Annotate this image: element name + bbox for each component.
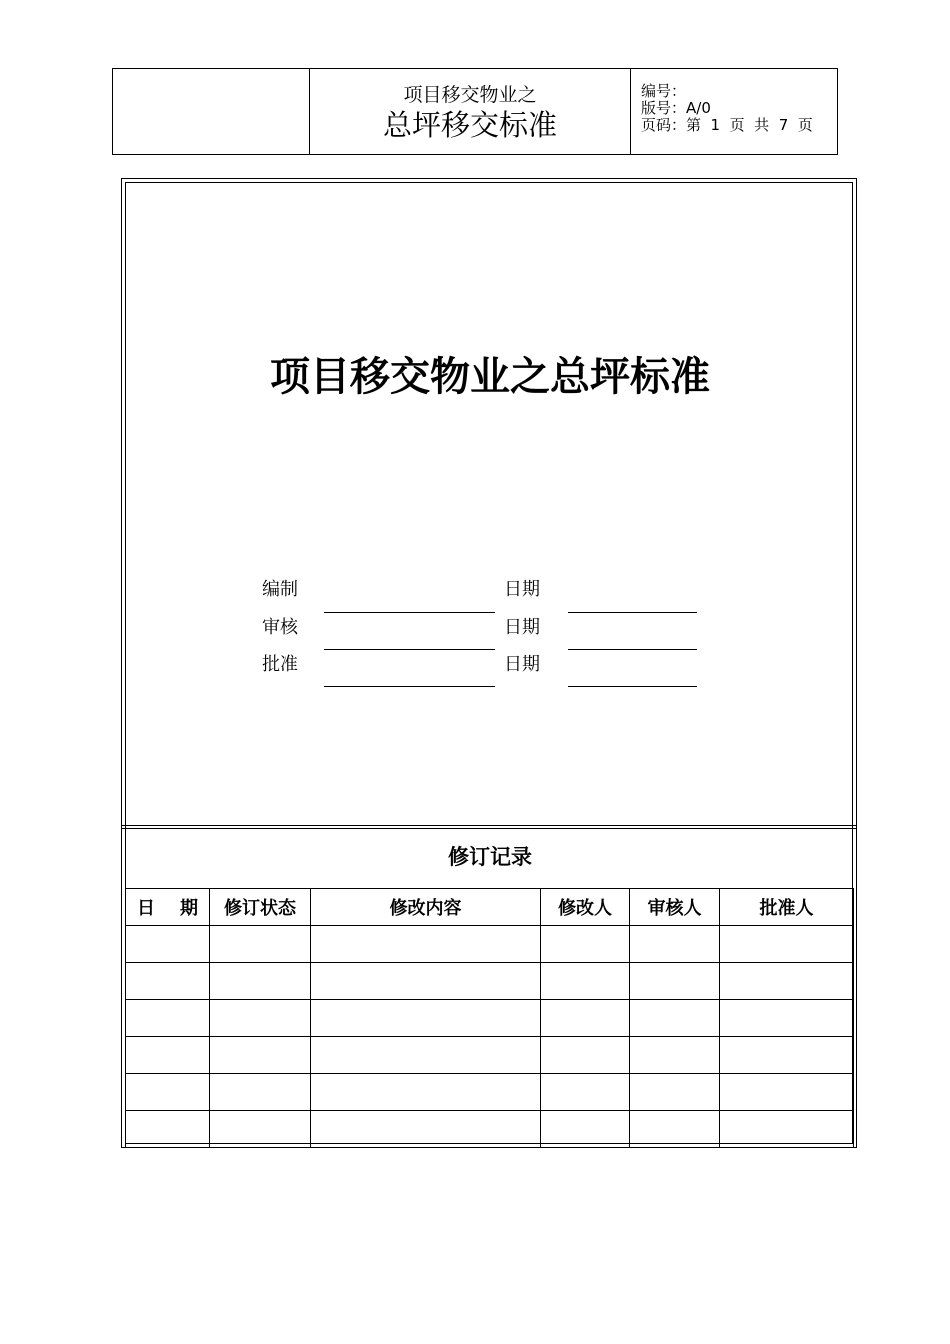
header-meta-cell [631, 69, 837, 154]
document-code: 编号： [641, 82, 687, 100]
table-cell[interactable] [720, 1111, 854, 1148]
table-cell[interactable] [541, 926, 630, 963]
table-cell[interactable] [126, 1037, 210, 1074]
table-cell[interactable] [311, 1000, 541, 1037]
table-cell[interactable] [126, 926, 210, 963]
signature-date-label-reviewed: 日期 [504, 617, 540, 638]
table-cell[interactable] [541, 1000, 630, 1037]
column-header-change-content: 修改内容 [311, 889, 541, 926]
signature-role-reviewed: 审核 [262, 617, 298, 638]
table-row [126, 1000, 854, 1037]
table-cell[interactable] [630, 1074, 720, 1111]
signature-date-line-approved [568, 686, 697, 687]
table-cell[interactable] [210, 1000, 311, 1037]
table-cell[interactable] [541, 1037, 630, 1074]
table-cell[interactable] [126, 963, 210, 1000]
table-cell[interactable] [126, 1074, 210, 1111]
table-cell[interactable] [720, 926, 854, 963]
table-cell[interactable] [720, 963, 854, 1000]
table-row [126, 1037, 854, 1074]
signature-role-approved: 批准 [262, 654, 298, 675]
column-header-modifier: 修改人 [541, 889, 630, 926]
table-cell[interactable] [630, 1037, 720, 1074]
cover-title: 项目移交物业之总坪标准 [270, 354, 710, 400]
table-cell[interactable] [311, 926, 541, 963]
table-cell[interactable] [541, 963, 630, 1000]
page-number: 页码：第 1 页 共 7 页 [641, 116, 813, 134]
section-divider [122, 825, 856, 826]
column-header-approver: 批准人 [720, 889, 854, 926]
table-cell[interactable] [630, 1000, 720, 1037]
revision-table [125, 888, 854, 1148]
header-title-line2: 总坪移交标准 [382, 107, 557, 142]
table-cell[interactable] [311, 1037, 541, 1074]
table-cell[interactable] [210, 1037, 311, 1074]
table-cell[interactable] [720, 1037, 854, 1074]
revision-record-title: 修订记录 [448, 845, 532, 869]
table-cell[interactable] [630, 926, 720, 963]
table-cell[interactable] [126, 1000, 210, 1037]
signature-date-line-reviewed [568, 649, 697, 650]
table-cell[interactable] [630, 963, 720, 1000]
table-cell[interactable] [210, 1074, 311, 1111]
column-header-reviewer: 审核人 [630, 889, 720, 926]
revision-header-row [126, 889, 854, 926]
table-cell[interactable] [210, 926, 311, 963]
table-cell[interactable] [311, 1074, 541, 1111]
table-row [126, 963, 854, 1000]
logo-cell [113, 69, 310, 154]
column-header-date: 日 期 [126, 889, 210, 926]
table-cell[interactable] [210, 1111, 311, 1148]
signature-line-compiled [324, 612, 495, 613]
document-header [112, 68, 838, 155]
signature-date-label-compiled: 日期 [504, 579, 540, 600]
signature-role-compiled: 编制 [262, 579, 298, 600]
table-cell[interactable] [541, 1111, 630, 1148]
table-row [126, 1111, 854, 1148]
signature-date-label-approved: 日期 [504, 654, 540, 675]
document-version: 版号：A/0 [641, 99, 711, 117]
header-title-cell [310, 69, 631, 154]
signature-line-reviewed [324, 649, 495, 650]
table-row [126, 926, 854, 963]
column-header-revision-status: 修订状态 [210, 889, 311, 926]
table-cell[interactable] [311, 1111, 541, 1148]
table-cell[interactable] [541, 1074, 630, 1111]
table-row [126, 1074, 854, 1111]
table-cell[interactable] [630, 1111, 720, 1148]
table-cell[interactable] [720, 1074, 854, 1111]
table-cell[interactable] [210, 963, 311, 1000]
section-divider [122, 828, 856, 829]
table-cell[interactable] [311, 963, 541, 1000]
cover-frame [121, 178, 857, 1148]
signature-date-line-compiled [568, 612, 697, 613]
table-cell[interactable] [126, 1111, 210, 1148]
header-title-line1: 项目移交物业之 [403, 83, 537, 106]
signature-line-approved [324, 686, 495, 687]
table-cell[interactable] [720, 1000, 854, 1037]
